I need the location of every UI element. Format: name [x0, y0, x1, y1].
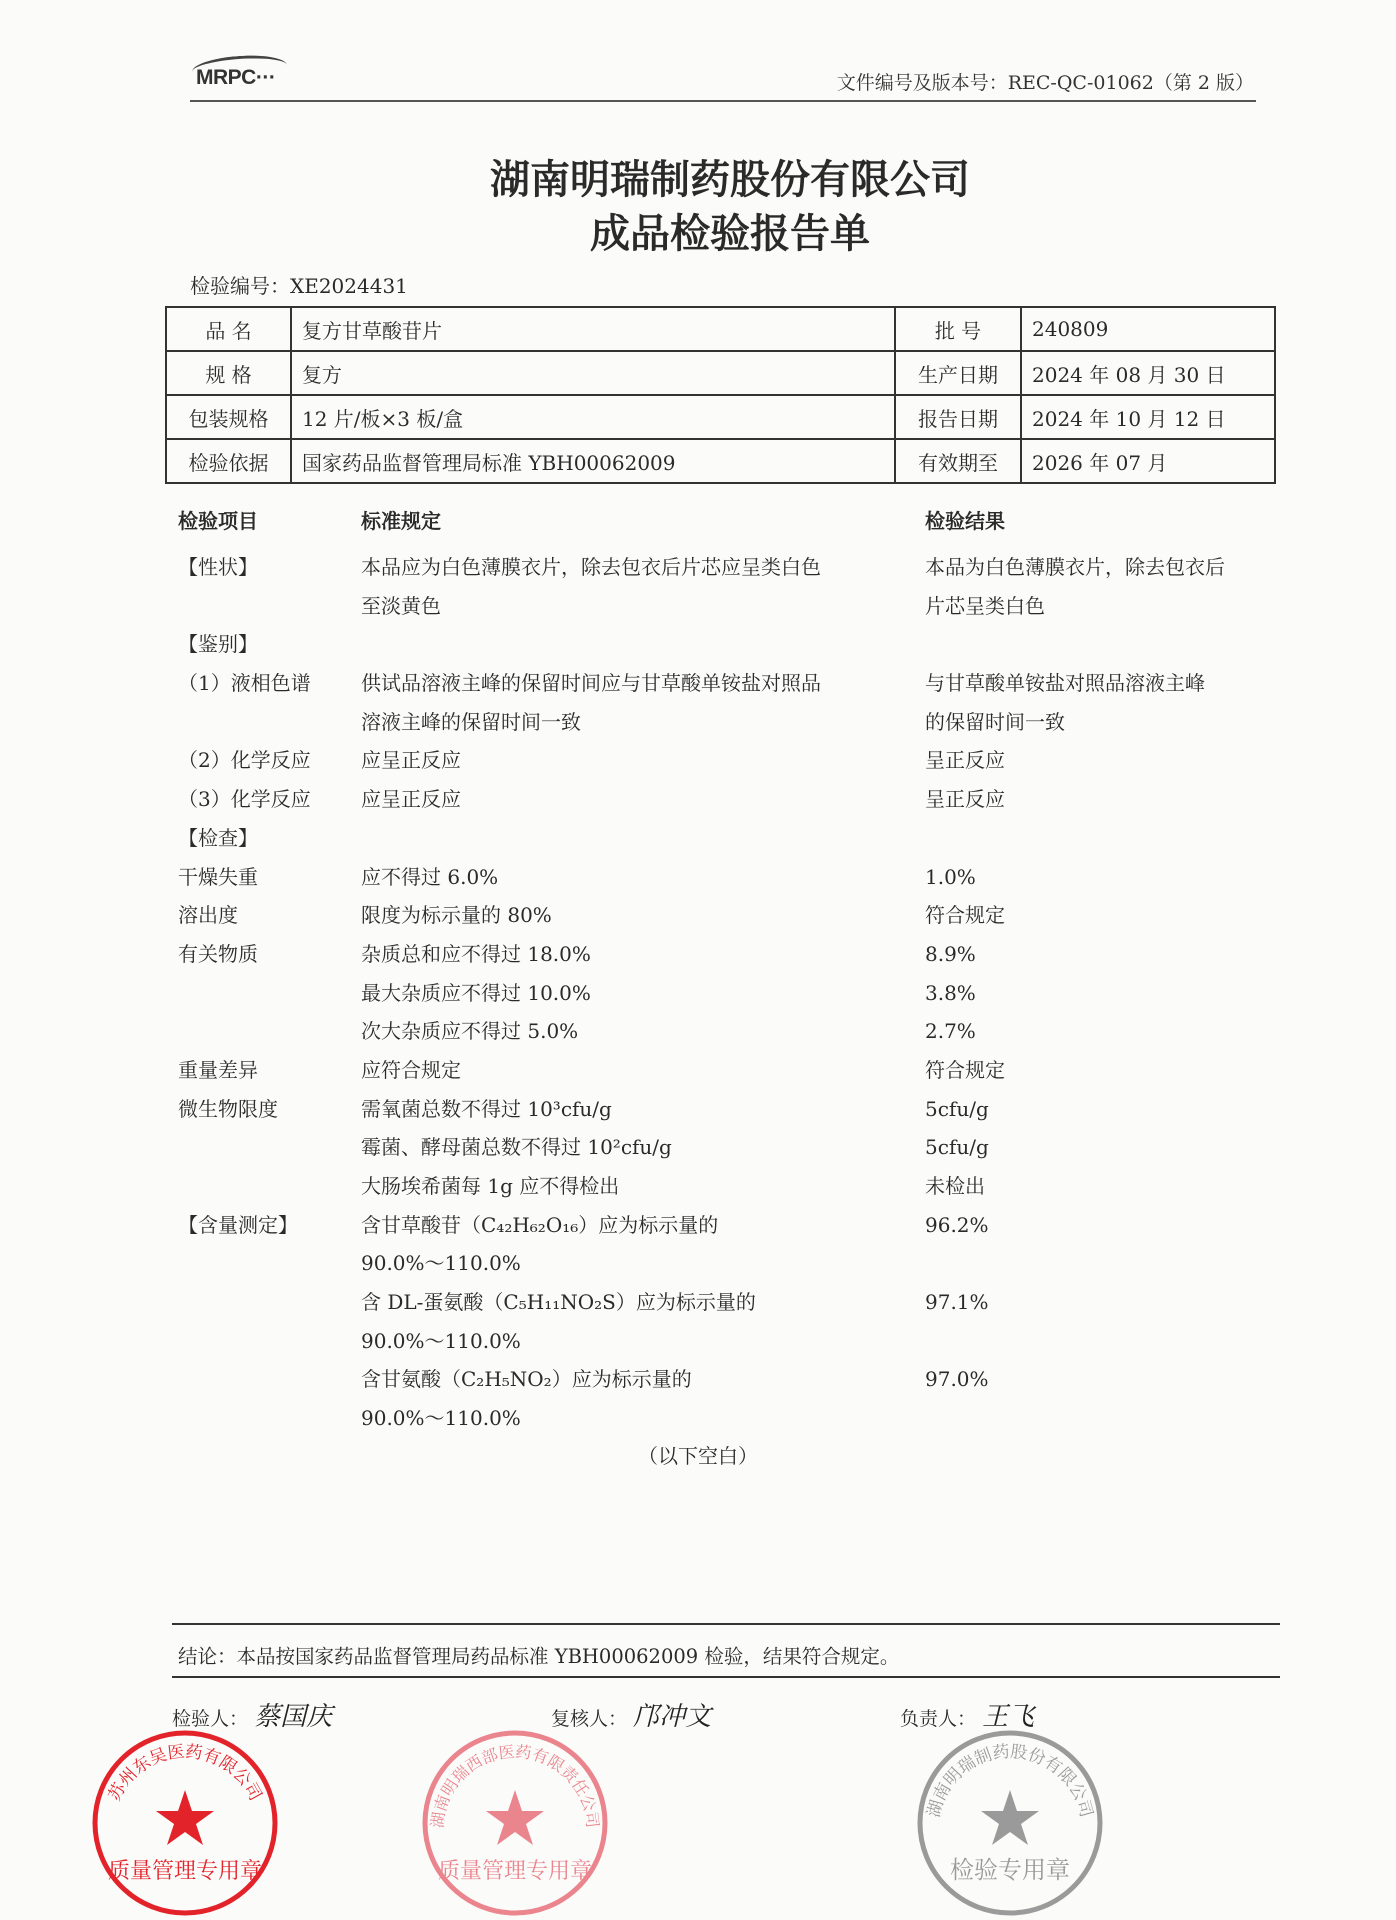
test-standard: 最大杂质应不得过 10.0% [361, 980, 591, 1005]
info-label: 品 名 [166, 307, 291, 351]
test-results-list [0, 548, 1396, 1438]
result-row [0, 1399, 1396, 1438]
test-standard: 应符合规定 [361, 1057, 461, 1082]
info-label: 生产日期 [895, 351, 1021, 395]
test-standard: 杂质总和应不得过 18.0% [361, 941, 591, 966]
test-item: 溶出度 [178, 903, 238, 928]
info-value: 复方 [291, 351, 895, 395]
company-logo: MRPC··· [196, 66, 275, 90]
test-item: 【性状】 [178, 555, 258, 579]
test-standard: 90.0%～110.0% [361, 1328, 521, 1353]
product-info-table [165, 306, 1276, 484]
info-label: 检验依据 [166, 439, 291, 483]
test-result: 本品为白色薄膜衣片，除去包衣后 [925, 555, 1225, 579]
test-standard: 本品应为白色薄膜衣片，除去包衣后片芯应呈类白色 [361, 555, 821, 579]
stamp-ring-text: 湖南明瑞制药股份有限公司 [923, 1741, 1097, 1820]
test-result: 5cfu/g [925, 1096, 989, 1121]
conclusion-text: 结论：本品按国家药品监督管理局药品标准 YBH00062009 检验，结果符合规定。 [178, 1645, 900, 1668]
result-row [0, 1206, 1396, 1245]
info-label: 批 号 [895, 307, 1021, 351]
info-row [166, 307, 1275, 351]
test-result: 97.1% [925, 1290, 989, 1315]
result-row [0, 974, 1396, 1013]
test-result: 5cfu/g [925, 1135, 989, 1160]
result-row [0, 1051, 1396, 1090]
reviewer-label: 复核人： [551, 1708, 628, 1730]
info-label: 有效期至 [895, 439, 1021, 483]
test-result: 1.0% [925, 864, 976, 889]
test-standard: 应呈正反应 [361, 787, 461, 812]
result-row [0, 625, 1396, 664]
inspector-label: 检验人： [172, 1708, 249, 1730]
test-standard: 供试品溶液主峰的保留时间应与甘草酸单铵盐对照品 [361, 671, 821, 696]
test-standard: 90.0%～110.0% [361, 1251, 521, 1276]
test-item: （1）液相色谱 [178, 671, 311, 696]
blank-below-note: （以下空白） [638, 1444, 758, 1468]
stamp-mingrui-west-quality [420, 1728, 610, 1918]
result-row [0, 819, 1396, 858]
stamp-ring-text: 湖南明瑞西部医药有限责任公司 [427, 1741, 603, 1829]
test-standard: 大肠埃希菌每 1g 应不得检出 [361, 1174, 620, 1198]
result-row [0, 664, 1396, 703]
test-standard: 限度为标示量的 80% [361, 903, 552, 928]
result-row [0, 935, 1396, 974]
test-standard: 需氧菌总数不得过 10³cfu/g [361, 1096, 612, 1121]
column-header-item: 检验项目 [178, 509, 258, 533]
test-item: （3）化学反应 [178, 787, 311, 812]
result-row [0, 1360, 1396, 1399]
result-row [0, 1244, 1396, 1283]
responsible-signature: 王飞 [982, 1702, 1035, 1732]
report-title: 成品检验报告单 [590, 211, 870, 257]
info-value: 2024 年 10 月 12 日 [1021, 395, 1275, 439]
test-standard: 次大杂质应不得过 5.0% [361, 1019, 579, 1044]
info-value: 240809 [1021, 307, 1275, 351]
info-value: 国家药品监督管理局标准 YBH00062009 [291, 439, 895, 483]
result-row [0, 1128, 1396, 1167]
test-item: 【检查】 [178, 825, 258, 850]
test-result: 符合规定 [925, 1057, 1005, 1082]
test-result: 呈正反应 [925, 748, 1005, 773]
result-row [0, 703, 1396, 742]
result-row [0, 858, 1396, 897]
info-value: 2026 年 07 月 [1021, 439, 1275, 483]
stamp-ring-text: 苏州东吴医药有限公司 [104, 1741, 266, 1805]
test-result: 8.9% [925, 941, 976, 966]
result-row [0, 1322, 1396, 1361]
test-result: 未检出 [925, 1174, 985, 1198]
result-row [0, 1283, 1396, 1322]
result-row [0, 780, 1396, 819]
test-standard: 至淡黄色 [361, 593, 441, 618]
info-label: 规 格 [166, 351, 291, 395]
stamp-mingrui-inspection [915, 1728, 1105, 1918]
test-standard: 90.0%～110.0% [361, 1406, 521, 1431]
stamp-star-icon [981, 1790, 1039, 1845]
company-name: 湖南明瑞制药股份有限公司 [490, 157, 970, 203]
responsible-label: 负责人： [900, 1708, 977, 1730]
inspector-signature: 蔡国庆 [254, 1702, 333, 1732]
test-item: 【鉴别】 [178, 632, 258, 657]
result-row [0, 1167, 1396, 1206]
result-row [0, 1090, 1396, 1129]
info-value: 12 片/板×3 板/盒 [291, 395, 895, 439]
conclusion-bottom-rule [172, 1676, 1280, 1678]
test-result: 97.0% [925, 1367, 989, 1392]
stamp-star-icon [486, 1790, 544, 1845]
result-row [0, 548, 1396, 587]
stamp-label: 检验专用章 [950, 1856, 1070, 1884]
info-value: 复方甘草酸苷片 [291, 307, 895, 351]
test-standard: 应不得过 6.0% [361, 864, 499, 889]
test-standard: 含甘草酸苷（C₄₂H₆₂O₁₆）应为标示量的 [361, 1212, 719, 1237]
inspection-number: 检验编号：XE2024431 [190, 274, 408, 298]
test-item: 【含量测定】 [178, 1212, 298, 1237]
test-result: 呈正反应 [925, 787, 1005, 812]
stamp-label: 质量管理专用章 [107, 1859, 263, 1884]
column-header-standard: 标准规定 [361, 509, 441, 533]
test-standard: 溶液主峰的保留时间一致 [361, 709, 581, 734]
test-result: 符合规定 [925, 903, 1005, 928]
test-result: 3.8% [925, 980, 976, 1005]
test-item: 重量差异 [178, 1057, 258, 1082]
test-item: 有关物质 [178, 941, 258, 966]
result-row [0, 587, 1396, 626]
info-label: 报告日期 [895, 395, 1021, 439]
test-item: （2）化学反应 [178, 748, 311, 773]
result-row [0, 1012, 1396, 1051]
info-row [166, 395, 1275, 439]
info-row [166, 439, 1275, 483]
stamp-suzhou-dongwu-quality [90, 1728, 280, 1918]
test-result: 96.2% [925, 1212, 989, 1237]
header-divider [190, 100, 1256, 102]
info-value: 2024 年 08 月 30 日 [1021, 351, 1275, 395]
test-result: 的保留时间一致 [925, 709, 1065, 734]
test-item: 微生物限度 [178, 1096, 278, 1121]
result-row [0, 896, 1396, 935]
test-standard: 含 DL-蛋氨酸（C₅H₁₁NO₂S）应为标示量的 [361, 1290, 756, 1315]
reviewer-signature: 邝冲文 [633, 1702, 712, 1732]
test-standard: 霉菌、酵母菌总数不得过 10²cfu/g [361, 1135, 672, 1160]
result-row [0, 741, 1396, 780]
test-result: 与甘草酸单铵盐对照品溶液主峰 [925, 671, 1205, 696]
column-header-result: 检验结果 [925, 509, 1005, 533]
test-result: 片芯呈类白色 [925, 593, 1045, 618]
test-standard: 应呈正反应 [361, 748, 461, 773]
stamp-star-icon [156, 1790, 214, 1845]
conclusion-top-rule [172, 1623, 1280, 1625]
stamp-label: 质量管理专用章 [437, 1859, 593, 1884]
document-number: 文件编号及版本号：REC-QC-01062（第 2 版） [836, 72, 1254, 94]
test-standard: 含甘氨酸（C₂H₅NO₂）应为标示量的 [361, 1367, 692, 1392]
info-label: 包装规格 [166, 395, 291, 439]
info-row [166, 351, 1275, 395]
test-result: 2.7% [925, 1019, 976, 1044]
test-item: 干燥失重 [178, 864, 258, 889]
